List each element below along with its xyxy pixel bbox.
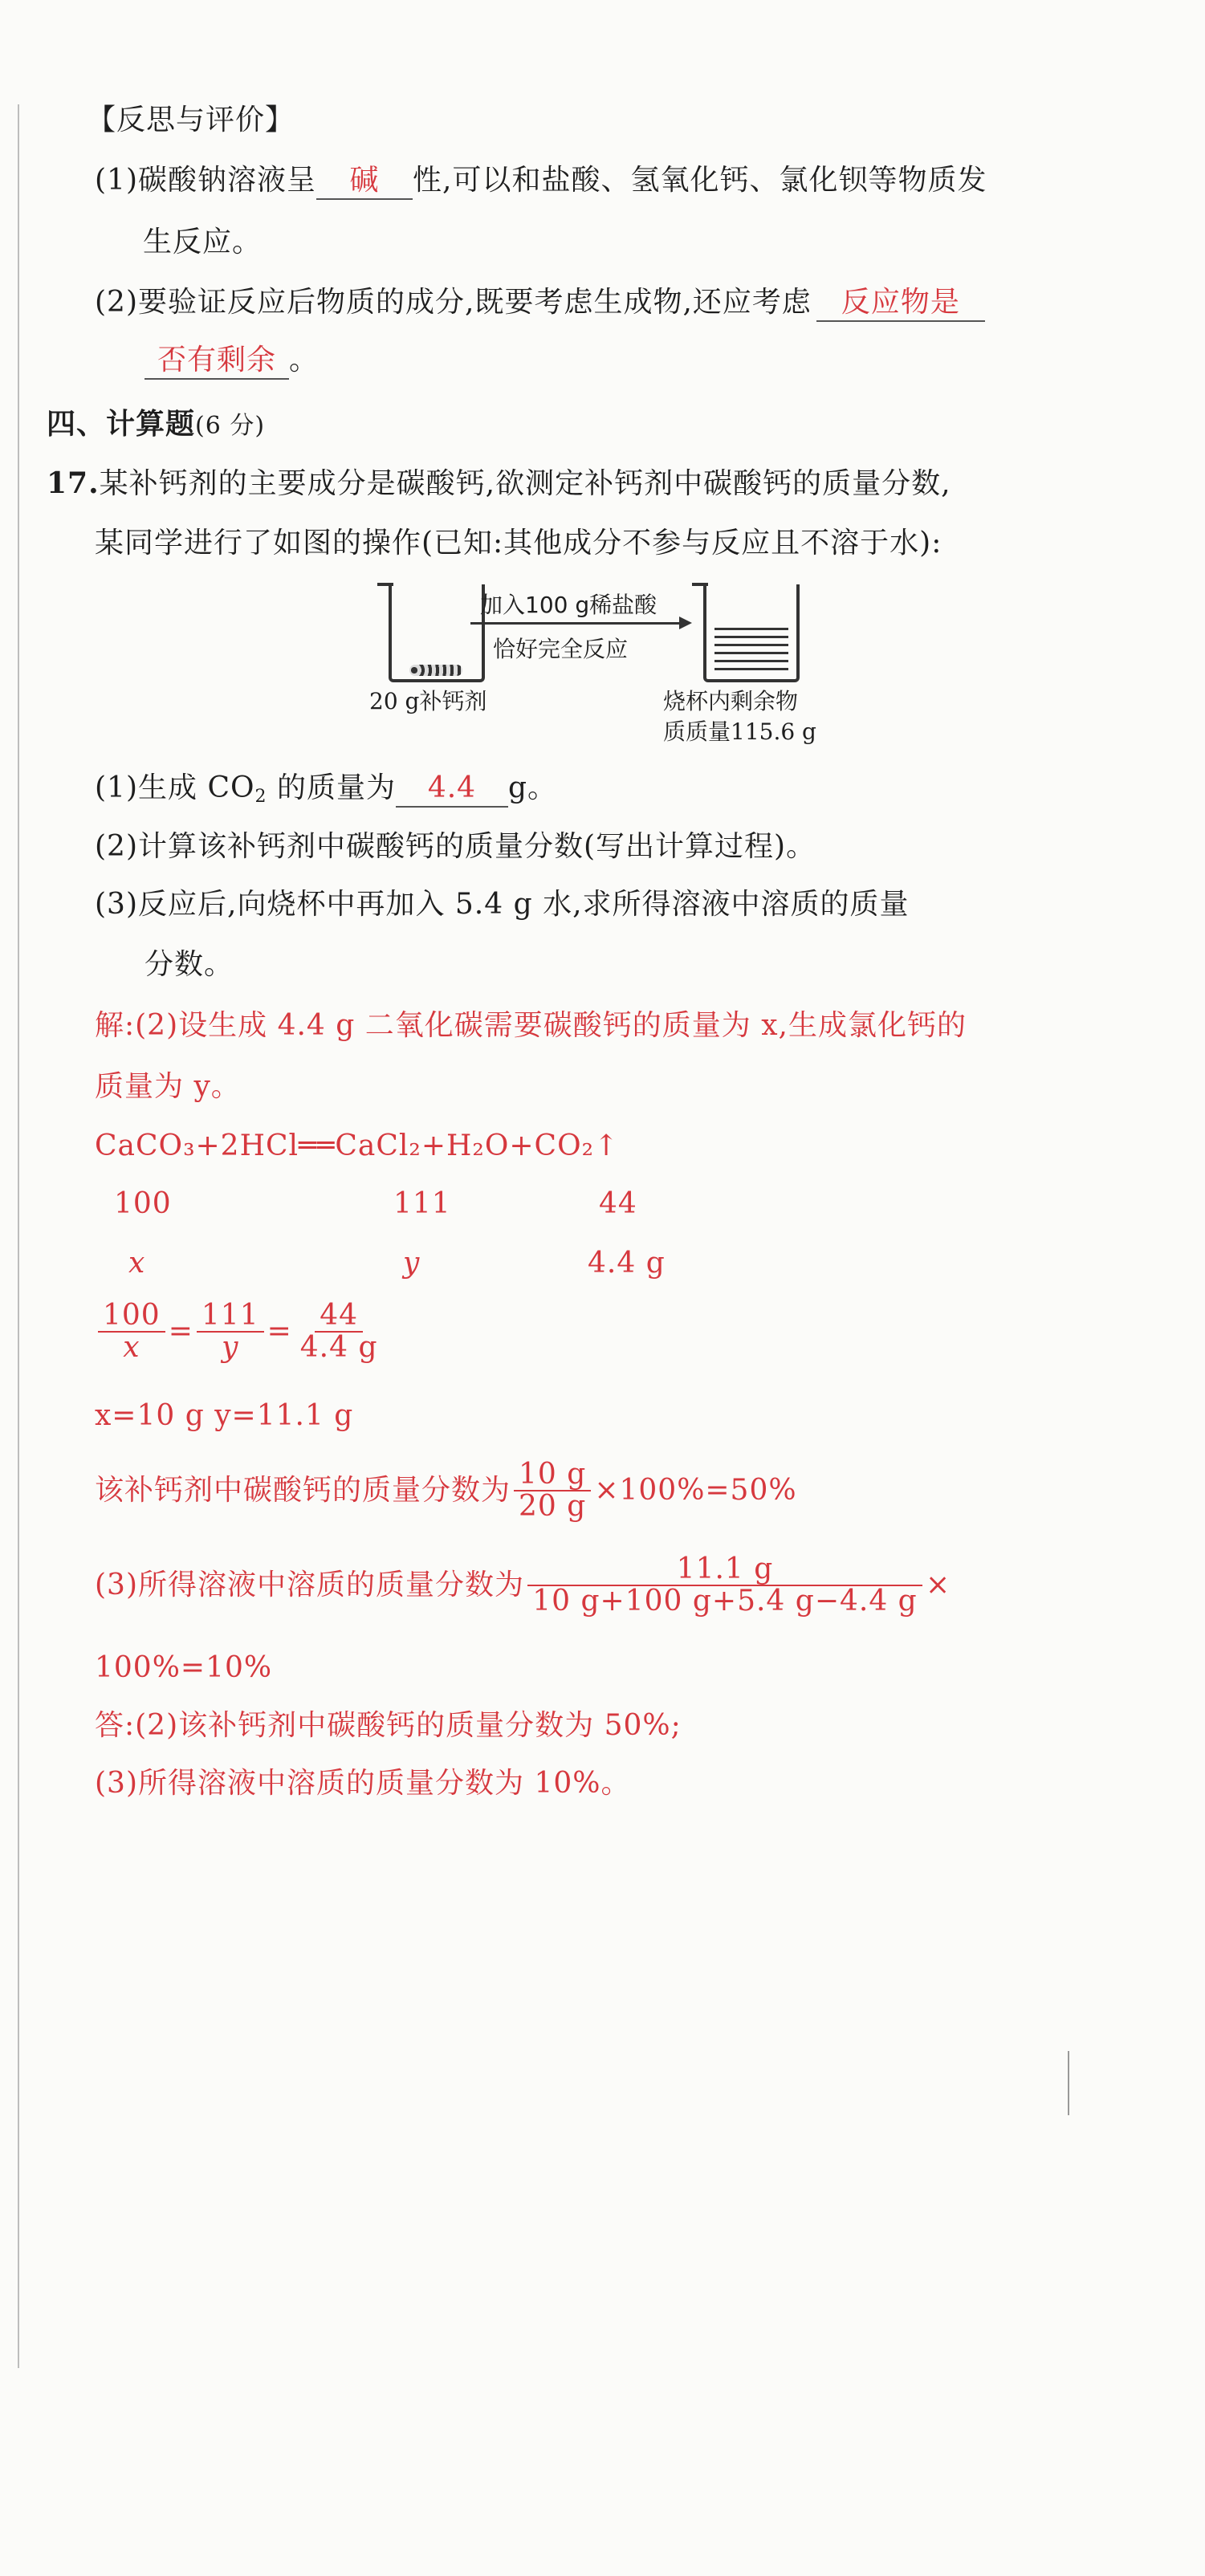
liquid — [714, 628, 788, 676]
ratio-eq1: = — [168, 1315, 193, 1348]
q17-number: 17. — [47, 466, 100, 500]
mass-fraction-den: 20 g — [519, 1490, 587, 1523]
ratio-d2: y — [222, 1331, 239, 1364]
question-1 — [95, 163, 987, 200]
part3-frac — [527, 1554, 922, 1617]
var-y: y — [403, 1247, 421, 1280]
q17-text-line1: 某补钙剂的主要成分是碳酸钙,欲测定补钙剂中碳酸钙的质量分数, — [99, 467, 951, 500]
sub1-mid: 的质量为 — [267, 771, 396, 804]
q1-prefix: (1)碳酸钠溶液呈 — [95, 164, 316, 197]
right-beaker-label-1: 烧杯内剩余物 — [663, 688, 799, 714]
chemical-equation: CaCO₃+2HCl══CaCl₂+H₂O+CO₂↑ — [95, 1129, 620, 1162]
solution-result: x=10 g y=11.1 g — [95, 1399, 354, 1432]
page-margin-line — [18, 104, 19, 2368]
q17-line2: 某同学进行了如图的操作(已知:其他成分不参与反应且不溶于水): — [95, 527, 942, 560]
q2-answer-part1: 反应物是 — [816, 285, 985, 322]
scan-mark — [1068, 2051, 1069, 2115]
q1-line2: 生反应。 — [143, 226, 263, 258]
var-co2-mass: 4.4 g — [588, 1247, 666, 1280]
section-4-heading — [47, 406, 265, 444]
arrow-top-label: 加入100 g稀盐酸 — [480, 592, 657, 618]
section-reflect-heading: 【反思与评价】 — [87, 104, 295, 136]
sub1-answer-blank: 4.4 — [396, 771, 508, 808]
sub-question-1 — [95, 771, 557, 815]
reaction-arrow — [470, 622, 687, 625]
answer-line2: (3)所得溶液中溶质的质量分数为 10%。 — [95, 1767, 631, 1800]
ratio-eq2: = — [267, 1315, 292, 1348]
q2-answer-part2: 否有剩余 — [145, 343, 289, 380]
left-beaker — [389, 584, 485, 682]
sub1-subscript: 2 — [254, 787, 267, 807]
part3-text: (3)所得溶液中溶质的质量分数为 — [95, 1569, 524, 1601]
part3-line — [95, 1554, 951, 1617]
arrow-head-icon — [679, 617, 692, 629]
coeff-caco3: 100 — [114, 1187, 172, 1220]
q17-line1 — [47, 466, 951, 502]
mass-fraction-num: 10 g — [514, 1459, 591, 1491]
solution-line2: 质量为 y。 — [95, 1070, 241, 1103]
mass-fraction-tail: ×100%=50% — [594, 1474, 797, 1507]
solution-line1: 解:(2)设生成 4.4 g 二氧化碳需要碳酸钙的质量为 x,生成氯化钙的 — [95, 1009, 967, 1042]
part3-line2: 100%=10% — [95, 1651, 273, 1684]
right-beaker — [703, 584, 800, 682]
mass-fraction-line — [95, 1459, 797, 1522]
question-2 — [95, 285, 985, 322]
ratio-frac-2 — [197, 1300, 264, 1363]
sub-question-2: (2)计算该补钙剂中碳酸钙的质量分数(写出计算过程)。 — [95, 830, 816, 863]
ratio-n3: 44 — [315, 1300, 363, 1333]
sub-question-3-line2: 分数。 — [145, 948, 234, 981]
ratio-equation — [95, 1300, 386, 1363]
var-x: x — [128, 1247, 146, 1280]
q2-line2 — [145, 343, 319, 380]
mass-fraction-text: 该补钙剂中碳酸钙的质量分数为 — [95, 1474, 511, 1507]
q2-prefix: (2)要验证反应后物质的成分,既要考虑生成物,还应考虑 — [95, 286, 812, 319]
solid-powder — [409, 665, 462, 676]
sub1-prefix: (1)生成 CO — [95, 771, 255, 804]
section-4-score: (6 分) — [195, 412, 266, 440]
mass-fraction-frac — [514, 1459, 591, 1522]
answer-line1: 答:(2)该补钙剂中碳酸钙的质量分数为 50%; — [95, 1709, 682, 1742]
part3-times: × — [926, 1569, 951, 1601]
left-beaker-label: 20 g补钙剂 — [369, 688, 487, 714]
arrow-bottom-label: 恰好完全反应 — [493, 636, 629, 662]
right-beaker-label-2: 质质量115.6 g — [663, 718, 816, 745]
ratio-frac-1 — [98, 1300, 165, 1363]
sub-question-3-line1: (3)反应后,向烧杯中再加入 5.4 g 水,求所得溶液中溶质的质量 — [95, 888, 910, 921]
ratio-d3: 4.4 g — [299, 1331, 378, 1364]
ratio-n1: 100 — [98, 1300, 165, 1333]
part3-den: 10 g+100 g+5.4 g−4.4 g — [532, 1585, 918, 1618]
sub1-unit: g。 — [507, 771, 557, 804]
coeff-cacl2: 111 — [393, 1187, 451, 1220]
coeff-co2: 44 — [599, 1187, 637, 1220]
q2-end: 。 — [289, 344, 320, 376]
section-4-title: 四、计算题 — [47, 407, 196, 441]
q1-suffix: 性,可以和盐酸、氢氧化钙、氯化钡等物质发 — [413, 164, 987, 197]
q1-answer-blank: 碱 — [316, 163, 413, 200]
ratio-frac-3 — [295, 1300, 383, 1363]
ratio-n2: 111 — [197, 1300, 264, 1333]
ratio-d1: x — [123, 1331, 140, 1364]
part3-num: 11.1 g — [527, 1554, 922, 1586]
